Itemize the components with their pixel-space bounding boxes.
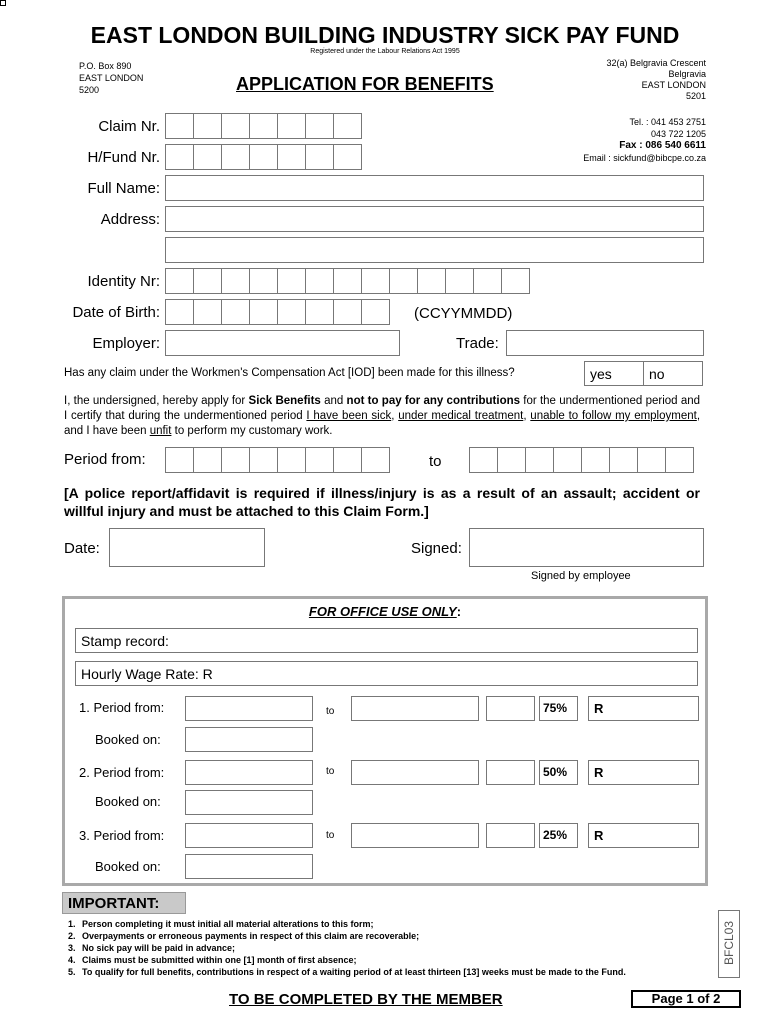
right-address-line: Belgravia	[668, 69, 706, 79]
digit-cell[interactable]	[473, 268, 502, 294]
right-address-line: 32(a) Belgravia Crescent	[606, 58, 706, 68]
period-to-field[interactable]	[469, 447, 693, 473]
digit-cell[interactable]	[361, 447, 390, 473]
iod-yes-box[interactable]	[584, 361, 644, 386]
office-r-label: R	[594, 701, 604, 716]
office-pct-box	[539, 696, 578, 721]
digit-cell[interactable]	[165, 268, 194, 294]
digit-cell[interactable]	[221, 447, 250, 473]
important-item	[68, 918, 628, 930]
important-num: 2.	[68, 931, 76, 941]
digit-cell[interactable]	[553, 447, 582, 473]
hourly-wage-label: Hourly Wage Rate: R	[81, 666, 213, 682]
digit-cell[interactable]	[305, 447, 334, 473]
hourly-wage-field[interactable]	[75, 661, 698, 686]
tel-line: 043 722 1205	[650, 129, 706, 139]
important-text: Claims must be submitted within one [1] month of first absence;	[82, 955, 357, 965]
digit-cell[interactable]	[305, 144, 334, 170]
digit-cell[interactable]	[581, 447, 610, 473]
digit-cell[interactable]	[333, 268, 362, 294]
digit-cell[interactable]	[249, 268, 278, 294]
form-code-text: BFCL03	[722, 920, 736, 966]
decl-part: ,	[523, 410, 531, 422]
signed-label: Signed:	[411, 540, 462, 557]
left-address	[79, 60, 143, 96]
digit-cell[interactable]	[249, 113, 278, 139]
important-heading: IMPORTANT:	[62, 892, 186, 914]
digit-cell[interactable]	[277, 447, 306, 473]
iod-no-label: no	[649, 366, 665, 382]
hfund-nr-field[interactable]	[165, 144, 361, 170]
claim-nr-field[interactable]	[165, 113, 361, 139]
identity-nr-field[interactable]	[165, 268, 529, 294]
office-period-from-input[interactable]	[185, 823, 313, 848]
decl-underline: I have been sick	[306, 410, 392, 422]
digit-cell[interactable]	[417, 268, 446, 294]
signed-by-note: Signed by employee	[531, 570, 631, 582]
office-to-label: to	[326, 766, 335, 777]
digit-cell[interactable]	[221, 144, 250, 170]
identity-nr-label: Identity Nr:	[87, 273, 160, 290]
full-name-input[interactable]	[165, 175, 704, 201]
digit-cell[interactable]	[193, 299, 222, 325]
claim-nr-label: Claim Nr.	[98, 118, 160, 135]
iod-question: Has any claim under the Workmen's Compensation Act [IOD] been made for this illness?	[64, 367, 515, 379]
digit-cell[interactable]	[249, 144, 278, 170]
corner-mark	[0, 0, 6, 6]
digit-cell[interactable]	[497, 447, 526, 473]
digit-cell[interactable]	[333, 144, 362, 170]
signature-input[interactable]	[469, 528, 704, 567]
right-address-line: 5201	[685, 91, 706, 101]
decl-underline: under medical treatment	[398, 410, 524, 422]
important-item	[68, 930, 628, 942]
digit-cell[interactable]	[277, 144, 306, 170]
office-period-from-input[interactable]	[185, 760, 313, 785]
registered-note: Registered under the Labour Relations Act 1995	[310, 48, 460, 55]
office-to-label: to	[326, 830, 335, 841]
trade-input[interactable]	[506, 330, 704, 356]
dob-label: Date of Birth:	[72, 304, 160, 321]
digit-cell[interactable]	[665, 447, 694, 473]
office-booked-label: Booked on:	[95, 859, 161, 874]
office-days-input[interactable]	[486, 760, 535, 785]
decl-part: , and I have been	[64, 410, 701, 437]
full-name-label: Full Name:	[87, 180, 160, 197]
digit-cell[interactable]	[165, 144, 194, 170]
decl-part: ,	[391, 410, 399, 422]
employer-label: Employer:	[92, 335, 160, 352]
hfund-nr-label: H/Fund Nr.	[87, 149, 160, 166]
period-to-label: to	[429, 453, 442, 470]
form-title: APPLICATION FOR BENEFITS	[236, 74, 494, 94]
office-to-label: to	[326, 706, 335, 717]
decl-bold: not to pay for any contributions	[346, 395, 521, 407]
fax-line: Fax : 086 540 6611	[619, 140, 706, 151]
digit-cell[interactable]	[165, 299, 194, 325]
tel-line: Tel. : 041 453 2751	[629, 117, 706, 127]
decl-part: I, the undersigned, hereby apply for	[64, 395, 249, 407]
digit-cell[interactable]	[277, 268, 306, 294]
digit-cell[interactable]	[361, 299, 390, 325]
important-num: 3.	[68, 943, 76, 953]
office-booked-label: Booked on:	[95, 732, 161, 747]
contact-block	[583, 116, 706, 164]
important-num: 1.	[68, 919, 76, 929]
digit-cell[interactable]	[501, 268, 530, 294]
digit-cell[interactable]	[277, 113, 306, 139]
dob-format-hint: (CCYYMMDD)	[414, 305, 513, 322]
important-item	[68, 966, 628, 978]
office-r-label: R	[594, 765, 604, 780]
office-amount-input[interactable]	[588, 823, 699, 848]
digit-cell[interactable]	[445, 268, 474, 294]
stamp-record-label: Stamp record:	[81, 633, 169, 649]
page-number: Page 1 of 2	[631, 990, 741, 1008]
period-from-field[interactable]	[165, 447, 389, 473]
digit-cell[interactable]	[333, 447, 362, 473]
office-period-label: 1. Period from:	[79, 700, 165, 715]
digit-cell[interactable]	[305, 113, 334, 139]
declaration-text	[64, 394, 700, 439]
decl-underline: unable to follow my employment	[530, 410, 697, 422]
date-input[interactable]	[109, 528, 265, 567]
iod-yes-label: yes	[590, 366, 612, 382]
digit-cell[interactable]	[609, 447, 638, 473]
office-amount-input[interactable]	[588, 696, 699, 721]
employer-input[interactable]	[165, 330, 400, 356]
important-num: 5.	[68, 967, 76, 977]
office-r-label: R	[594, 828, 604, 843]
fund-title: EAST LONDON BUILDING INDUSTRY SICK PAY FUND	[90, 22, 680, 48]
important-text: No sick pay will be paid in advance;	[82, 943, 236, 953]
left-address-line: EAST LONDON	[79, 73, 144, 83]
office-period-label: 3. Period from:	[79, 828, 165, 843]
digit-cell[interactable]	[249, 447, 278, 473]
dob-field[interactable]	[165, 299, 389, 325]
member-note: TO BE COMPLETED BY THE MEMBER	[229, 991, 503, 1008]
decl-part: to perform my customary work.	[171, 425, 333, 437]
important-text: Overpayments or erroneous payments in respect of this claim are recoverable;	[82, 931, 420, 941]
iod-no-box[interactable]	[643, 361, 703, 386]
important-text: To qualify for full benefits, contributions in respect of a waiting period of at least thirteen [13] weeks must be made to the Fund.	[82, 967, 626, 977]
address-input-line2[interactable]	[165, 237, 704, 263]
digit-cell[interactable]	[193, 447, 222, 473]
digit-cell[interactable]	[333, 113, 362, 139]
decl-underline: unfit	[149, 425, 172, 437]
office-booked-label: Booked on:	[95, 794, 161, 809]
period-from-label: Period from:	[64, 451, 146, 468]
important-num: 4.	[68, 955, 76, 965]
office-title-text: FOR OFFICE USE ONLY	[308, 604, 457, 619]
digit-cell[interactable]	[361, 268, 390, 294]
right-address	[606, 58, 706, 102]
office-booked-input[interactable]	[185, 854, 313, 879]
digit-cell[interactable]	[165, 113, 194, 139]
office-period-to-input[interactable]	[351, 696, 479, 721]
important-text: Person completing it must initial all material alterations to this form;	[82, 919, 374, 929]
date-label: Date:	[64, 540, 100, 557]
important-item	[68, 942, 628, 954]
digit-cell[interactable]	[333, 299, 362, 325]
office-booked-input[interactable]	[185, 790, 313, 815]
office-period-from-input[interactable]	[185, 696, 313, 721]
important-item	[68, 954, 628, 966]
digit-cell[interactable]	[221, 268, 250, 294]
decl-part: and	[320, 395, 347, 407]
office-pct-label: 50%	[543, 765, 568, 779]
office-booked-input[interactable]	[185, 727, 313, 752]
office-days-input[interactable]	[486, 696, 535, 721]
digit-cell[interactable]	[277, 299, 306, 325]
office-period-to-input[interactable]	[351, 760, 479, 785]
digit-cell[interactable]	[249, 299, 278, 325]
office-period-to-input[interactable]	[351, 823, 479, 848]
trade-label: Trade:	[456, 335, 499, 352]
office-pct-label: 25%	[543, 828, 568, 842]
decl-part: for the undermentioned period and I certify that during the undermentioned period	[64, 395, 701, 422]
office-title-colon: :	[456, 604, 462, 619]
digit-cell[interactable]	[305, 268, 334, 294]
digit-cell[interactable]	[193, 268, 222, 294]
office-days-input[interactable]	[486, 823, 535, 848]
form-code-box	[718, 910, 740, 978]
left-address-line: 5200	[79, 85, 100, 95]
digit-cell[interactable]	[221, 299, 250, 325]
address-label: Address:	[100, 211, 160, 228]
digit-cell[interactable]	[165, 447, 194, 473]
left-address-line: P.O. Box 890	[79, 61, 132, 71]
office-pct-label: 75%	[543, 701, 568, 715]
digit-cell[interactable]	[305, 299, 334, 325]
digit-cell[interactable]	[193, 113, 222, 139]
decl-bold: Sick Benefits	[248, 395, 321, 407]
office-title	[0, 604, 770, 619]
email-line: Email : sickfund@bibcpe.co.za	[583, 153, 706, 163]
digit-cell[interactable]	[221, 113, 250, 139]
office-pct-box	[539, 760, 578, 785]
digit-cell[interactable]	[469, 447, 498, 473]
office-pct-box	[539, 823, 578, 848]
digit-cell[interactable]	[193, 144, 222, 170]
digit-cell[interactable]	[389, 268, 418, 294]
digit-cell[interactable]	[525, 447, 554, 473]
address-input-line1[interactable]	[165, 206, 704, 232]
office-period-label: 2. Period from:	[79, 765, 165, 780]
important-list	[68, 918, 628, 978]
police-note: [A police report/affidavit is required if illness/injury is as a result of an assault; accident or willful injury and must be attached to this Claim Form.]	[64, 485, 700, 519]
digit-cell[interactable]	[637, 447, 666, 473]
stamp-record-field[interactable]	[75, 628, 698, 653]
office-amount-input[interactable]	[588, 760, 699, 785]
right-address-line: EAST LONDON	[641, 80, 706, 90]
